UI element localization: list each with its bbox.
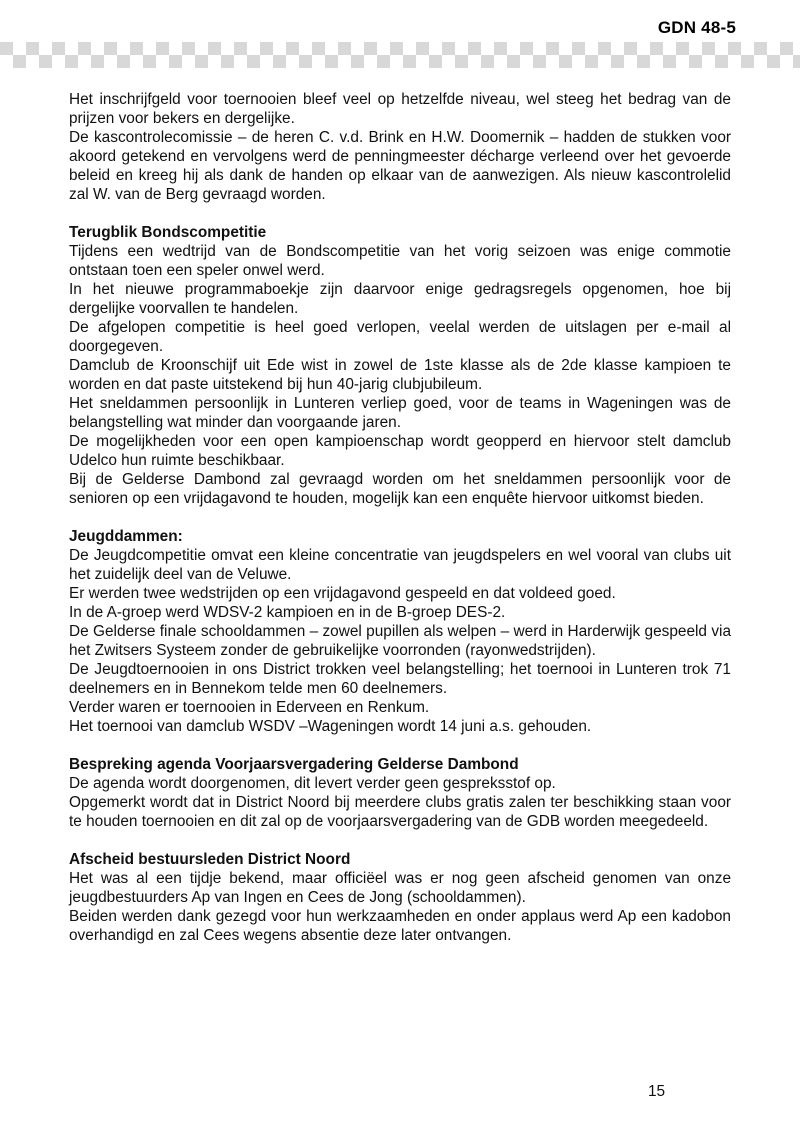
page-number: 15 bbox=[648, 1083, 666, 1100]
paragraph: Het sneldammen persoonlijk in Lunteren verliep goed, voor de teams in Wageningen was de belangstelling wat minder dan voorgaande jaren. bbox=[69, 395, 731, 431]
paragraph: De Gelderse finale schooldammen – zowel pupillen als welpen – werd in Harderwijk gespeeld via het Zwitsers Systeem zonder de gebruikelijke voorronden (rayonwedstrijden). bbox=[69, 623, 731, 659]
paragraph: Opgemerkt wordt dat in District Noord bij meerdere clubs gratis zalen ter beschikking staan voor te houden toernooien en dit zal op de voorjaarsvergadering van de GDB worden meegedeeld. bbox=[69, 794, 731, 830]
paragraph: Het toernooi van damclub WSDV –Wageningen wordt 14 juni a.s. gehouden. bbox=[69, 718, 592, 735]
paragraph: Beiden werden dank gezegd voor hun werkzaamheden en onder applaus werd Ap een kadobon overhandigd en zal Cees wegens absentie deze later ontvangen. bbox=[69, 908, 731, 944]
document-code: GDN 48-5 bbox=[657, 18, 736, 37]
paragraph: De Jeugdtoernooien in ons District trokken veel belangstelling; het toernooi in Lunteren trok 71 deelnemers en in Bennekom telde men 60 deelnemers. bbox=[69, 661, 731, 697]
paragraph: De kascontrolecomissie – de heren C. v.d. Brink en H.W. Doomernik – hadden de stukken voor akoord getekend en vervolgens werd de penningmeester décharge verleend over het gevoerde beleid en kreeg hij als dank de handen op elkaar van de aanwezigen. Als nieuw kascontrolelid zal W. van de Berg gevraagd worden. bbox=[69, 129, 731, 203]
section-heading: Afscheid bestuursleden District Noord bbox=[69, 851, 351, 868]
paragraph: In het nieuwe programmaboekje zijn daarvoor enige gedragsregels opgenomen, hoe bij dergelijke voorvallen te handelen. bbox=[69, 281, 731, 317]
checkered-banner bbox=[0, 42, 800, 68]
section-heading: Terugblik Bondscompetitie bbox=[69, 224, 267, 241]
paragraph: De Jeugdcompetitie omvat een kleine concentratie van jeugdspelers en wel vooral van clubs uit het zuidelijk deel van de Veluwe. bbox=[69, 547, 731, 583]
paragraph: De agenda wordt doorgenomen, dit levert verder geen gespreksstof op. bbox=[69, 775, 556, 792]
page-content bbox=[69, 90, 731, 945]
section-heading: Bespreking agenda Voorjaarsvergadering Gelderse Dambond bbox=[69, 756, 519, 773]
paragraph: Het inschrijfgeld voor toernooien bleef veel op hetzelfde niveau, wel steeg het bedrag van de prijzen voor bekers en dergelijke. bbox=[69, 91, 731, 127]
paragraph: De mogelijkheden voor een open kampioenschap wordt geopperd en hiervoor stelt damclub Udelco hun ruimte beschikbaar. bbox=[69, 433, 731, 469]
paragraph: In de A-groep werd WDSV-2 kampioen en in de B-groep DES-2. bbox=[69, 604, 506, 621]
section-heading: Jeugddammen: bbox=[69, 528, 183, 545]
paragraph: Damclub de Kroonschijf uit Ede wist in zowel de 1ste klasse als de 2de klasse kampioen te worden en dat paste uitstekend bij hun 40-jarig clubjubileum. bbox=[69, 357, 731, 393]
paragraph: Bij de Gelderse Dambond zal gevraagd worden om het sneldammen persoonlijk voor de senioren op een vrijdagavond te houden, mogelijk kan een enquête hiervoor uitkomst bieden. bbox=[69, 471, 731, 507]
paragraph: Het was al een tijdje bekend, maar officiëel was er nog geen afscheid genomen van onze jeugdbestuurders Ap van Ingen en Cees de Jong (schooldammen). bbox=[69, 870, 731, 906]
paragraph: Tijdens een wedtrijd van de Bondscompetitie van het vorig seizoen was enige commotie ontstaan toen een speler onwel werd. bbox=[69, 243, 731, 279]
paragraph: Verder waren er toernooien in Ederveen en Renkum. bbox=[69, 699, 430, 716]
paragraph: De afgelopen competitie is heel goed verlopen, veelal werden de uitslagen per e-mail al doorgegeven. bbox=[69, 319, 731, 355]
paragraph: Er werden twee wedstrijden op een vrijdagavond gespeeld en dat voldeed goed. bbox=[69, 585, 616, 602]
